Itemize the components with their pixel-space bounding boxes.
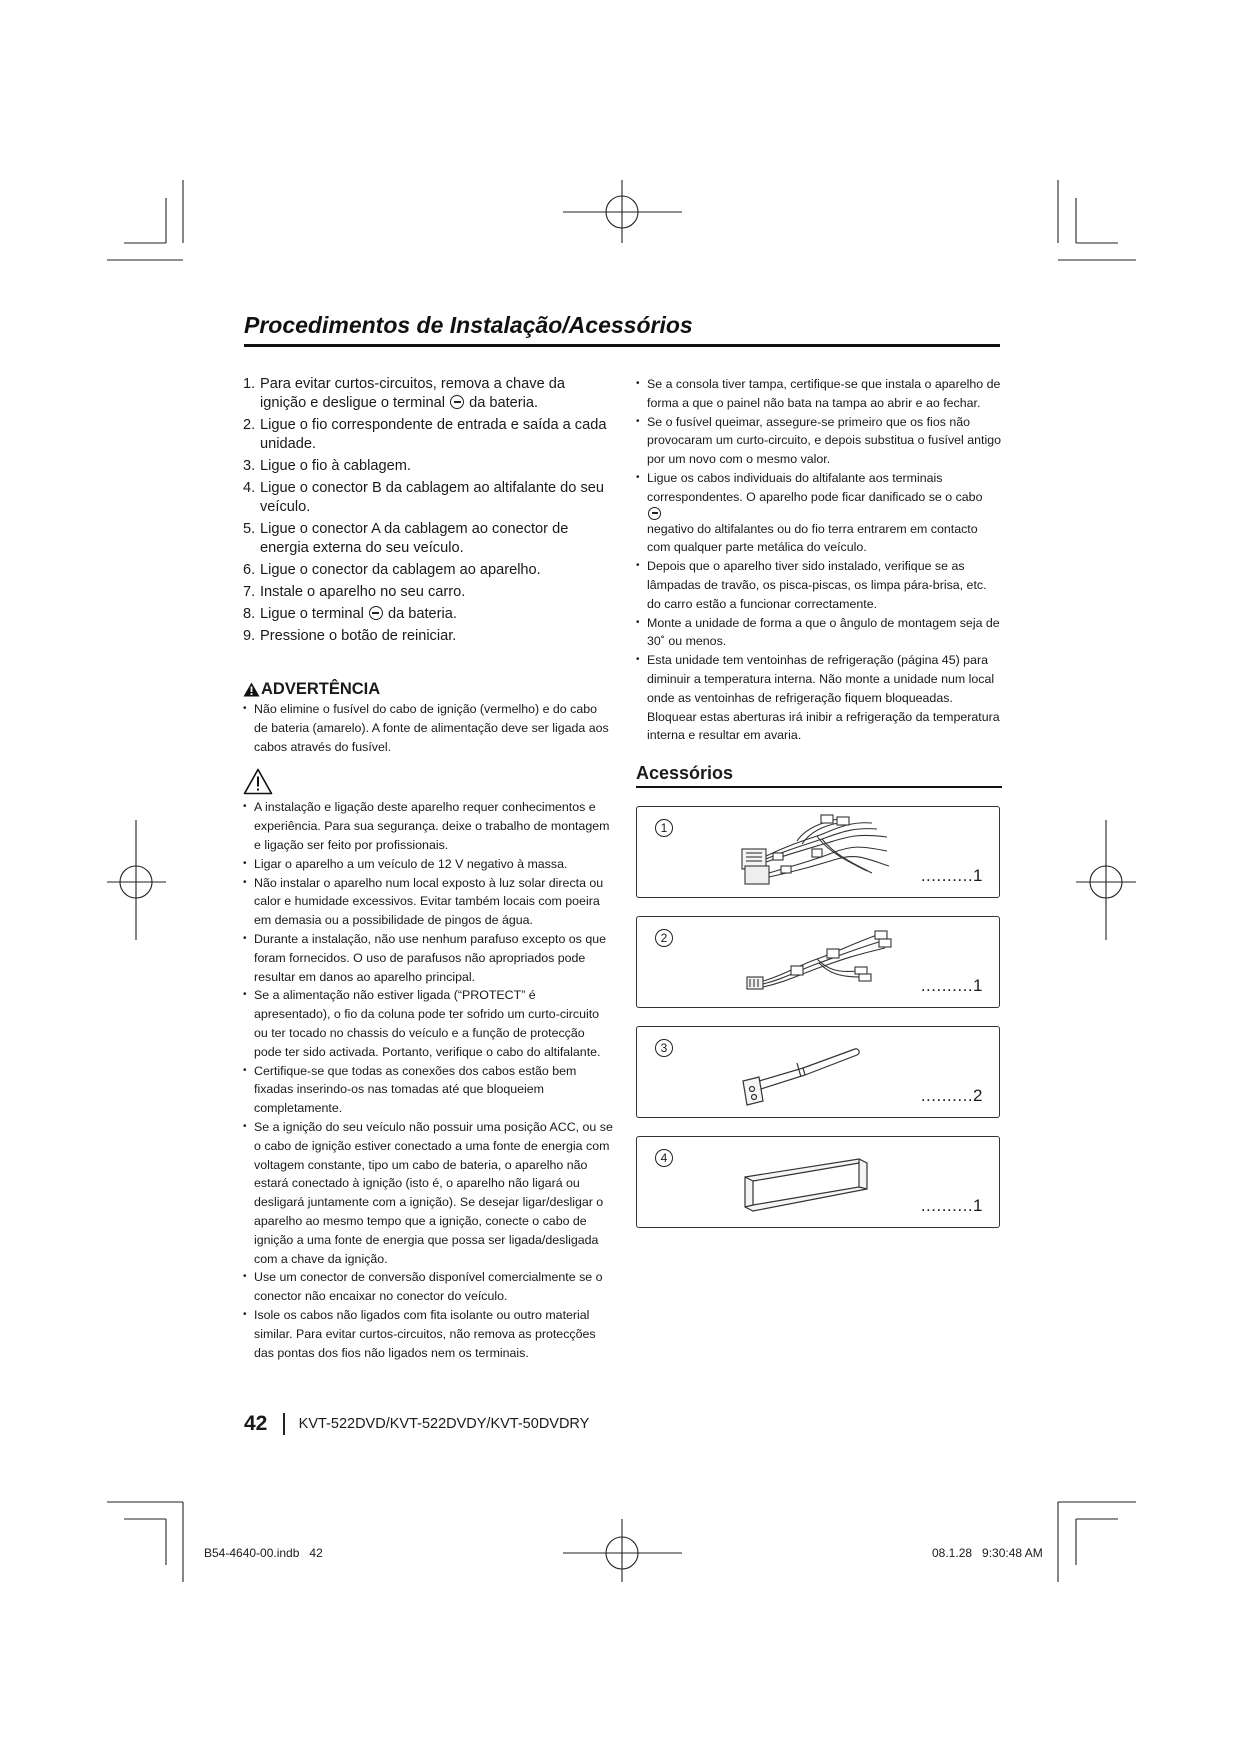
accessory-number: 2	[655, 929, 673, 947]
accessory-number: 4	[655, 1149, 673, 1167]
minus-terminal-icon	[450, 395, 464, 409]
footer-divider	[283, 1413, 284, 1435]
step-item: 5. Ligue o conector A da cablagem ao conector de energia externa do seu veículo.	[243, 521, 569, 556]
caution-section	[243, 768, 613, 798]
list-item: • Certifique-se que todas as conexões dos cabos estão bem fixadas inserindo-os nas tomadas até que bloqueiem completamente.	[243, 1062, 613, 1118]
minus-terminal-icon	[369, 606, 383, 620]
page-footer	[244, 1411, 589, 1437]
minus-terminal-icon	[648, 507, 661, 520]
step-item: 2. Ligue o fio correspondente de entrada e saída a cada unidade.	[243, 417, 607, 452]
slug-file: B54-4640-00.indb 42	[204, 1546, 323, 1560]
warning-heading: ADVERTÊNCIA	[243, 678, 613, 700]
page-title: Procedimentos de Instalação/Acessórios	[244, 312, 693, 338]
list-item: • Não elimine o fusível do cabo de ignição (vermelho) e do cabo de bateria (amarelo). A fonte de alimentação deve ser ligada aos cabos através do fusível.	[243, 700, 613, 756]
list-item: • Não instalar o aparelho num local exposto à luz solar directa ou calor e humidade excessivos. Evitar também locais com poeira em demasia ou a possibilidade de pingos de água.	[243, 874, 613, 930]
accessory-quantity: ..........1	[920, 1196, 983, 1216]
accessory-number: 1	[655, 819, 673, 837]
accessory-item	[636, 806, 1000, 898]
step-item: 7. Instale o aparelho no seu carro.	[243, 584, 466, 600]
list-item: • Se a ignição do seu veículo não possuir uma posição ACC, ou se o cabo de ignição estiver conectado a uma fonte de energia com voltagem constante, tipo um cabo de bateria, o aparelho não estará conectado à ignição (isto é, o aparelho não ligará ou desligará juntamente com a ignição). Se desejar ligar/desligar o aparelho ao mesmo tempo que a ignição, conecte o cabo de ignição a uma fonte de energia que possa ser ligada/desligada com a chave da ignição.	[243, 1118, 613, 1268]
list-item: • Depois que o aparelho tiver sido instalado, verifique se as lâmpadas de travão, os pisca-piscas, os limpa pára-brisa, etc. do carro estão a funcionar correctamente.	[636, 557, 1002, 613]
right-column	[636, 375, 1002, 1228]
list-item: • Durante a instalação, não use nenhum parafuso excepto os que foram fornecidos. O uso de parafusos não apropriados pode resultar em danos ao aparelho principal.	[243, 930, 613, 986]
step-item: 6. Ligue o conector da cablagem ao aparelho.	[243, 562, 541, 578]
slug-date: 08.1.28 9:30:48 AM	[932, 1546, 1043, 1560]
step-item: 3. Ligue o fio à cablagem.	[243, 458, 411, 474]
caution-triangle-icon	[243, 768, 273, 795]
left-column	[243, 375, 613, 1362]
list-item: • Ligue os cabos individuais do altifalante aos terminais correspondentes. O aparelho pode ficar danificado se o cabo negativo do altifalantes ou do fio terra entrarem em contacto com qualquer parte metálica do veículo.	[636, 469, 1002, 557]
list-item: • Se a consola tiver tampa, certifique-se que instala o aparelho de forma a que o painel não bata na tampa ao abrir e ao fechar.	[636, 375, 1002, 413]
list-item: • Isole os cabos não ligados com fita isolante ou outro material similar. Para evitar curtos-circuitos, não remova as protecções das pontas dos fios não ligados nem os terminais.	[243, 1306, 613, 1362]
list-item: • Se o fusível queimar, assegure-se primeiro que os fios não provocaram um curto-circuito, e depois substitua o fusível antigo por um novo com o mesmo valor.	[636, 413, 1002, 469]
step-item: 8. Ligue o terminal da bateria.	[243, 606, 457, 622]
accessory-quantity: ..........2	[920, 1086, 983, 1106]
step-item: 9. Pressione o botão de reiniciar.	[243, 628, 457, 644]
wiring-harness-icon	[737, 811, 897, 893]
cable-icon	[737, 921, 897, 1003]
installation-steps	[243, 375, 613, 646]
caution-list	[243, 798, 613, 1362]
accessory-quantity: ..........1	[920, 976, 983, 996]
step-item: 1. Para evitar curtos-circuitos, remova a chave da ignição e desligue o terminal da bateria.	[243, 376, 565, 411]
accessory-number: 3	[655, 1039, 673, 1057]
list-item: • Se a alimentação não estiver ligada (“PROTECT” é apresentado), o fio da coluna pode ter sofrido um curto-circuito ou ter tocado no chassis do veículo e a função de protecção pode ter sido activada. Portanto, verifique o cabo do altifalante.	[243, 986, 613, 1061]
extraction-key-icon	[737, 1031, 897, 1113]
accessories-rule	[636, 786, 1002, 788]
escutcheon-icon	[737, 1141, 897, 1223]
title-rule	[244, 344, 1000, 347]
list-item: • Use um conector de conversão disponível comercialmente se o conector não encaixar no conector do veículo.	[243, 1268, 613, 1306]
model-names: KVT-522DVD/KVT-522DVDY/KVT-50DVDRY	[298, 1416, 590, 1432]
list-item: • Esta unidade tem ventoinhas de refrigeração (página 45) para diminuir a temperatura interna. Não monte a unidade num local onde as ventoinhas de refrigeração fiquem bloqueadas. Bloquear estas aberturas irá inibir a refrigeração da temperatura interna e resultar em avaria.	[636, 651, 1002, 745]
accessory-item	[636, 1026, 1000, 1118]
list-item: • A instalação e ligação deste aparelho requer conhecimentos e experiência. Para sua segurança. deixe o trabalho de montagem e ligação ser feito por profissionais.	[243, 798, 613, 854]
accessory-item	[636, 1136, 1000, 1228]
warning-list	[243, 700, 613, 756]
accessories-heading: Acessórios	[636, 763, 734, 784]
list-item: • Monte a unidade de forma a que o ângulo de montagem seja de 30˚ ou menos.	[636, 614, 1002, 652]
page-number: 42	[244, 1412, 268, 1435]
accessory-item	[636, 916, 1000, 1008]
step-item: 4. Ligue o conector B da cablagem ao altifalante do seu veículo.	[243, 480, 605, 515]
accessory-quantity: ..........1	[920, 866, 983, 886]
list-item: • Ligar o aparelho a um veículo de 12 V negativo à massa.	[243, 855, 613, 874]
warning-triangle-icon	[243, 682, 260, 697]
precautions-list	[636, 375, 1002, 745]
